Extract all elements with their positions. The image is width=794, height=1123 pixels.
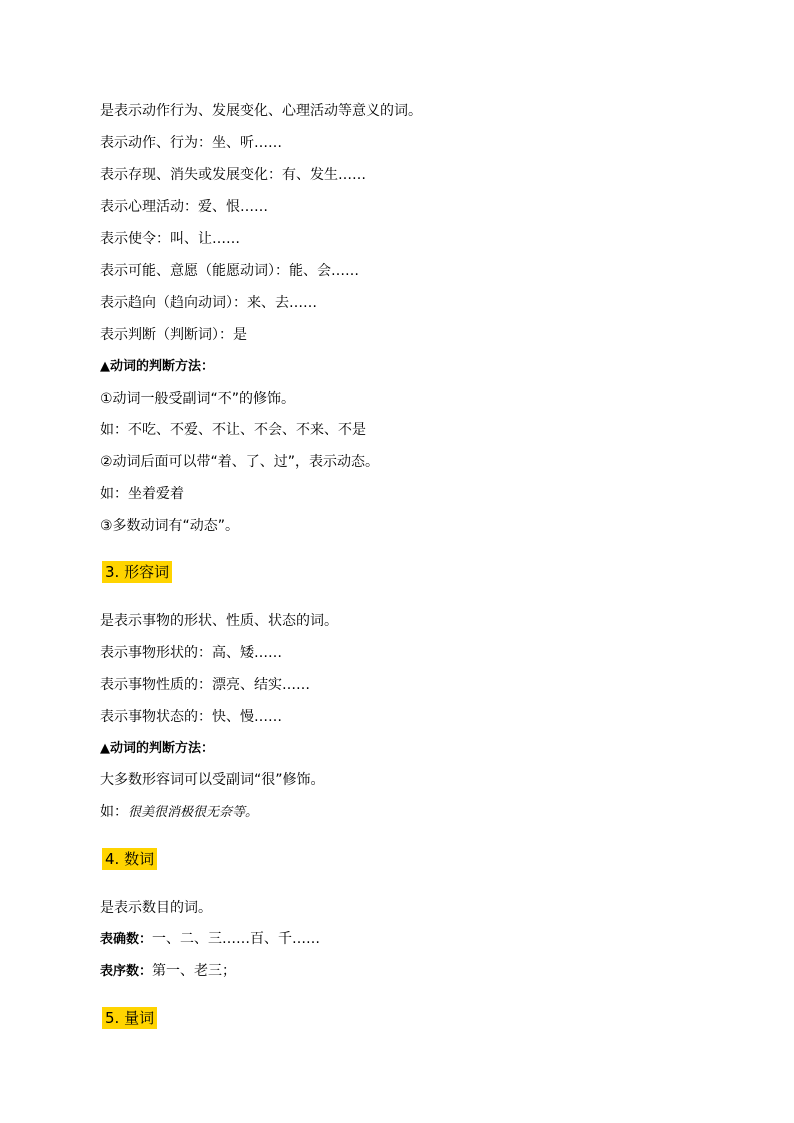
adjective-method-title: ▲动词的判断方法： (100, 741, 214, 756)
verb-example-1: 如：不吃、不爱、不让、不会、不来、不是 (100, 422, 366, 438)
adjective-heading: 3. 形容词 (102, 561, 172, 583)
adjective-item-shape: 表示事物形状的：高、矮…… (100, 645, 282, 661)
numeral-cardinal-label: 表确数： (100, 932, 153, 947)
verb-item-judgment: 表示判断（判断词）：是 (100, 327, 247, 343)
adjective-example-text: 很美很消极很无奈等。 (128, 805, 259, 820)
numeral-cardinal (100, 930, 320, 949)
adjective-item-quality: 表示事物性质的：漂亮、结实…… (100, 677, 310, 693)
numeral-ordinal-label: 表序数： (100, 964, 153, 979)
verb-example-2: 如：坐着爱着 (100, 486, 184, 502)
verb-definition: 是表示动作行为、发展变化、心理活动等意义的词。 (100, 103, 422, 119)
verb-rule-1: ①动词一般受副词“不”的修饰。 (100, 391, 296, 407)
verb-rule-3: ③多数动词有“动态”。 (100, 518, 240, 534)
numeral-ordinal (100, 962, 236, 981)
verb-rule-2: ②动词后面可以带“着、了、过”，表示动态。 (100, 454, 380, 470)
numeral-ordinal-text: 第一、老三； (152, 963, 237, 979)
verb-item-directional: 表示趋向（趋向动词）：来、去…… (100, 295, 317, 311)
numeral-definition: 是表示数目的词。 (100, 900, 212, 916)
adjective-example-prefix: 如： (100, 804, 128, 820)
adjective-rule: 大多数形容词可以受副词“很”修饰。 (100, 772, 325, 788)
verb-item-psychology: 表示心理活动：爱、恨…… (100, 199, 268, 215)
verb-item-causative: 表示使令：叫、让…… (100, 231, 240, 247)
adjective-example (100, 803, 258, 822)
adjective-definition: 是表示事物的形状、性质、状态的词。 (100, 613, 338, 629)
verb-item-existence: 表示存现、消失或发展变化：有、发生…… (100, 167, 366, 183)
verb-method-title: ▲动词的判断方法： (100, 359, 214, 374)
verb-item-modal: 表示可能、意愿（能愿动词）：能、会…… (100, 263, 359, 279)
verb-item-action: 表示动作、行为：坐、听…… (100, 135, 282, 151)
numeral-heading: 4. 数词 (102, 848, 157, 870)
numeral-cardinal-text: 一、二、三……百、千…… (152, 931, 321, 947)
measure-word-heading: 5. 量词 (102, 1007, 157, 1029)
adjective-item-state: 表示事物状态的：快、慢…… (100, 709, 282, 725)
